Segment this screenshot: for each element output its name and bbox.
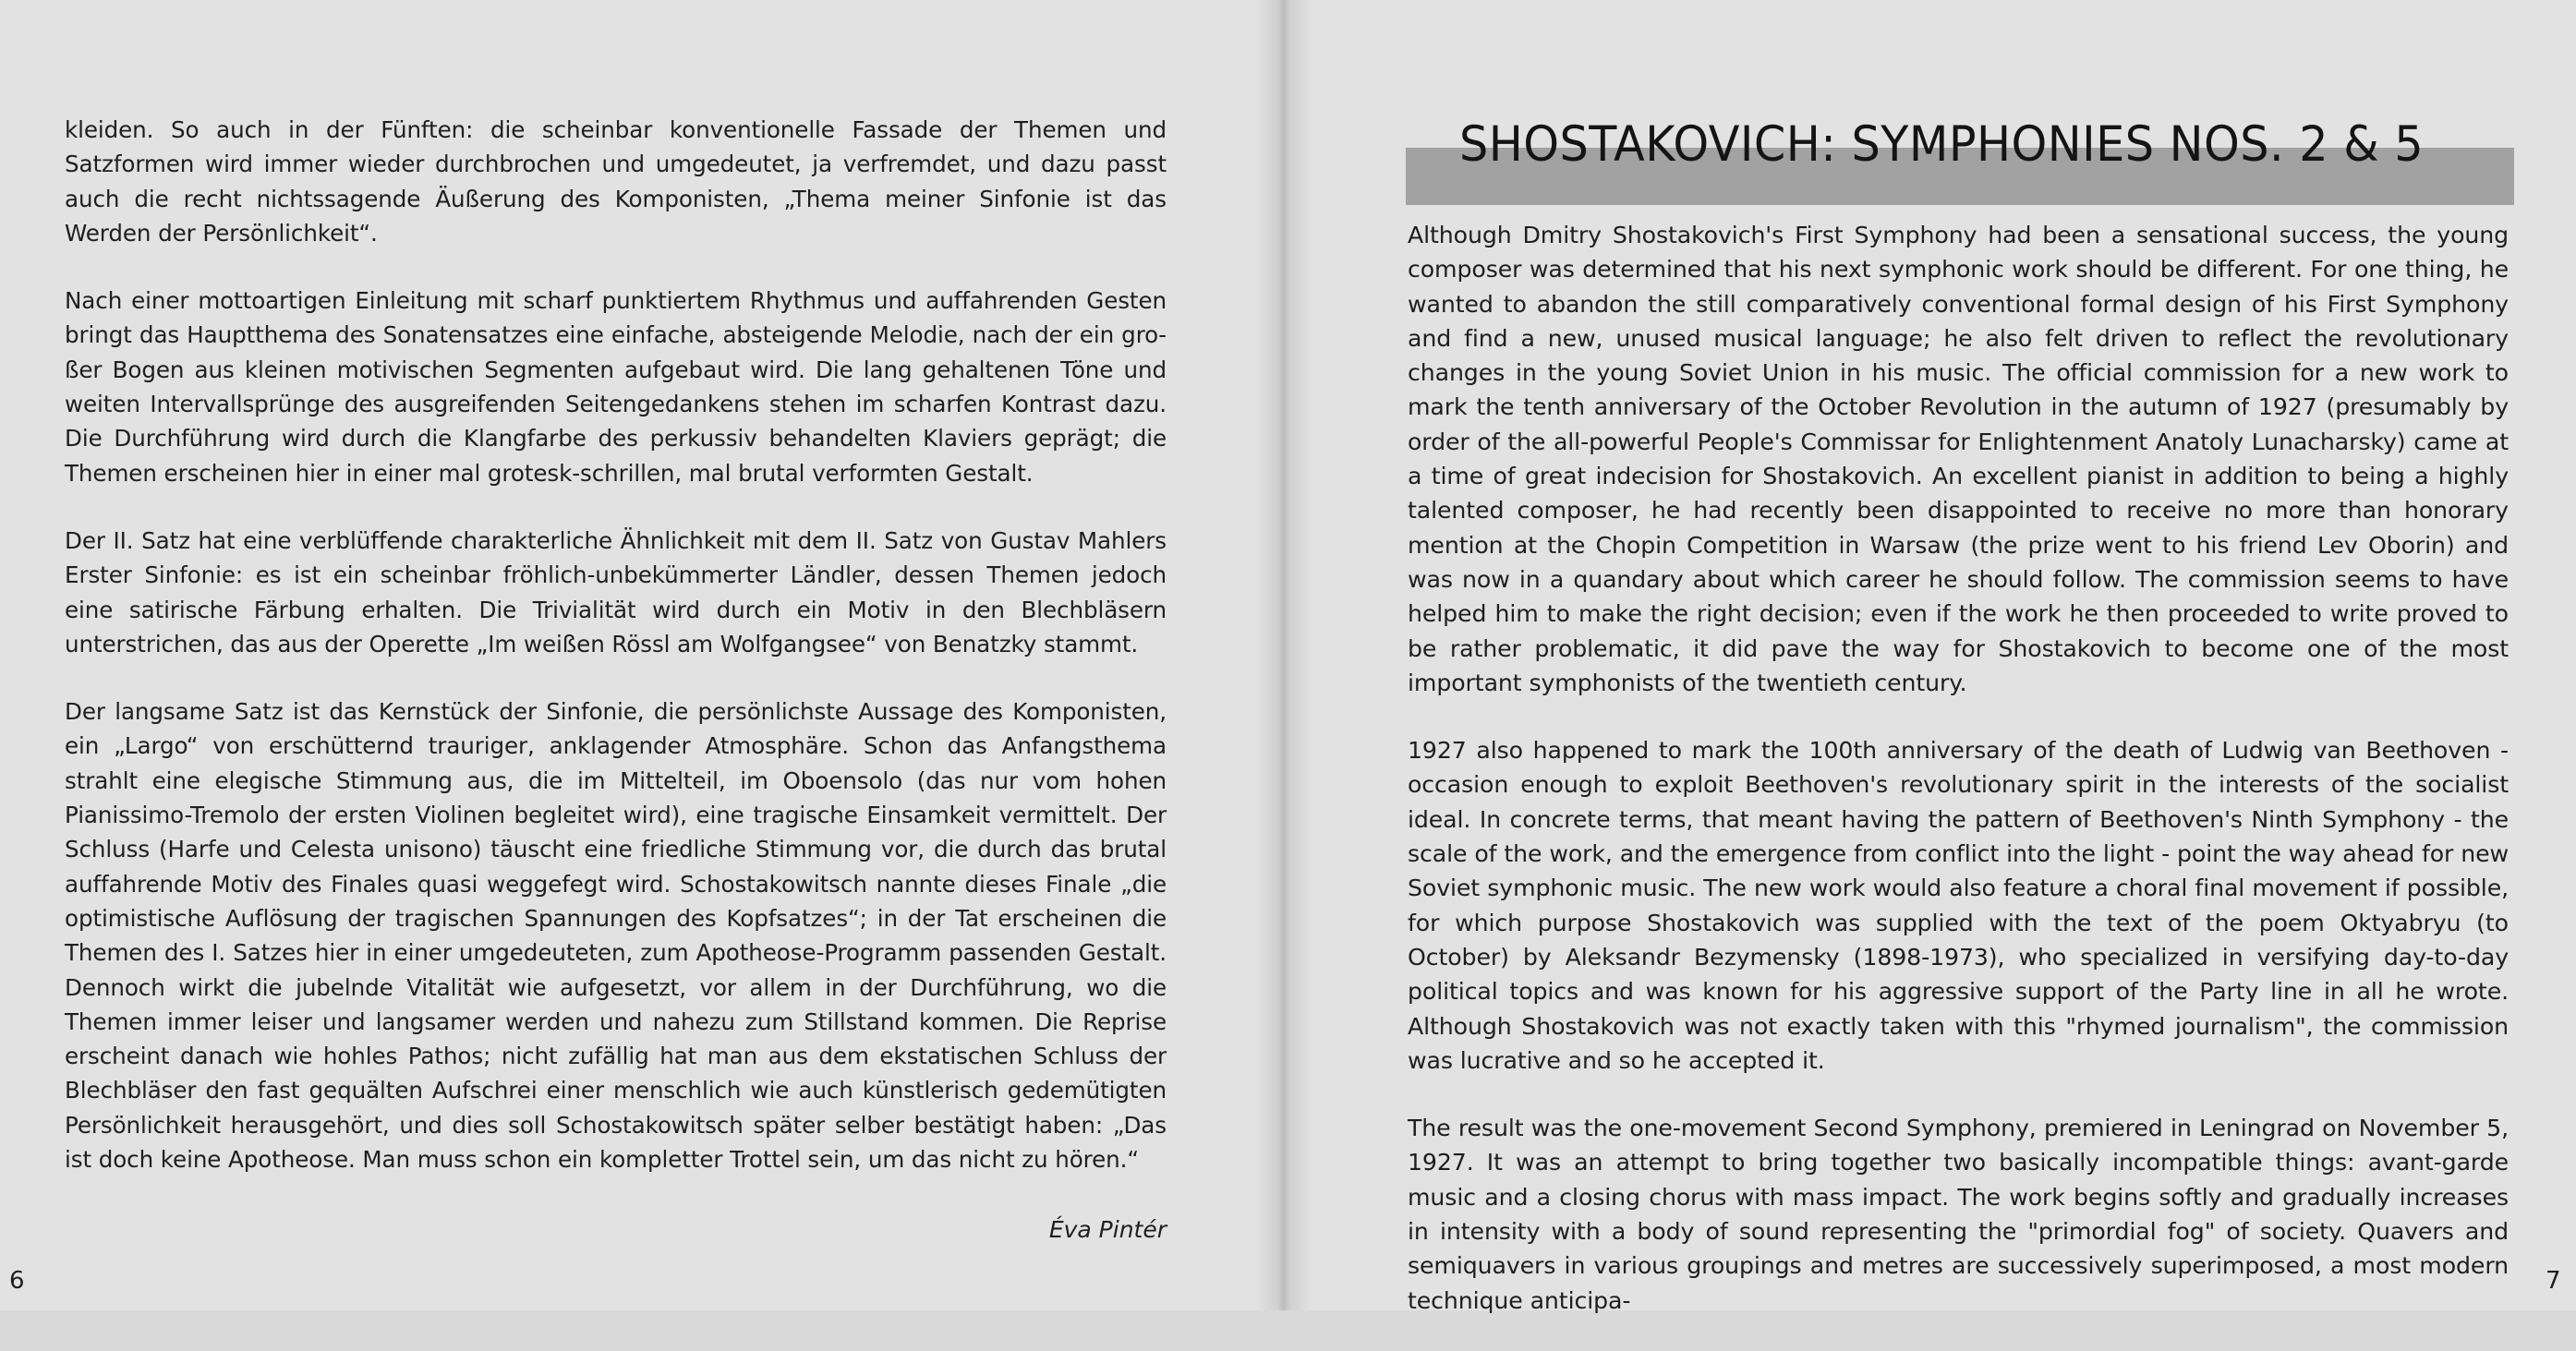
page-title: SHOSTAKOVICH: SYMPHONIES NOS. 2 & 5 — [1459, 116, 2425, 173]
paragraph: Nach einer mottoartigen Einleitung mit scharf punktiertem Rhythmus und auffahrenden Gesten bringt das Hauptthema des Sonatensatzes eine einfache, absteigende Melodie, nach der ein großer Bogen aus kleinen motivischen Segmenten aufgebaut wird. Die lang gehaltenen Töne und weiten Intervallsprünge des ausgreifenden Seitengedankens stehen im scharfen Kontrast dazu. Die Durchführung wird durch die Klangfarbe des perkussiv behandelten Klaviers geprägt; die Themen erscheinen hier in einer mal grotesk-schrillen, mal brutal verformten Gestalt. — [65, 287, 1167, 487]
page-number: 7 — [2546, 1267, 2561, 1295]
author-signature: Éva Pintér — [1048, 1216, 1167, 1243]
paragraph: Although Dmitry Shostakovich's First Symphony had been a sensational success, the young composer was determined that his next symphonic work should be different. For one thing, he wanted to abandon the still comparatively conventional formal design of his First Symphony and find a new, unused musical language; he also felt driven to reflect the revolutionary changes in the young Soviet Union in his music. The official commission for a new work to mark the tenth anniversary of the October Revolution in the autumn of 1927 (presumably by order of the all-powerful People's Commissar for Enlightenment Anatoly Lunacharsky) came at a time of great indecision for Shostakovich. An excellent pianist in addition to being a highly talented composer, he had recently been disappointed to receive no more than honorary mention at the Chopin Competition in Warsaw (the prize went to his friend Lev Oborin) and was now in a quandary about which career he should follow. The commission seems to have helped him to make the right decision; even if the work he then proceeded to write proved to be rather problematic, it did pave the way for Shostakovich to become one of the most important symphonists of the twentieth century. — [1408, 222, 2509, 696]
paragraph: 1927 also happened to mark the 100th anniversary of the death of Ludwig van Beethoven - occasion enough to exploit Beethoven's revolutionary spirit in the interests of the socialist ideal. In concrete terms, that meant having the pattern of Beethoven's Ninth Symphony - the scale of the work, and the emergence from conflict into the light - point the way ahead for new Soviet symphonic music. The new work would also feature a choral final movement if possible, for which purpose Shostakovich was supplied with the text of the poem Oktyabryu (to October) by Aleksandr Bezymensky (1898-1973), who specialized in versifying day-to-day political topics and was known for his aggressive support of the Party line in all he wrote. Although Shostakovich was not exactly taken with this "rhymed journalism", the commission was lucrative and so he accepted it. — [1408, 737, 2509, 1074]
right-page — [1284, 0, 2576, 1314]
paragraph: The result was the one-movement Second Symphony, premiered in Leningrad on November 5, 1927. It was an attempt to bring together two basically incompatible things: avant-garde music and a closing chorus with mass impact. The work begins softly and gradually increases in intensity with a body of sound representing the "primordial fog" of society. Quavers and semiquavers in various groupings and metres are successively superimposed, a most modern technique anticipa- — [1408, 1115, 2509, 1314]
right-text-column — [1408, 218, 2509, 1351]
left-text-column — [65, 113, 1167, 1210]
page-number: 6 — [9, 1267, 25, 1295]
binding-gutter — [1256, 0, 1312, 1310]
paragraph: Der II. Satz hat eine verblüffende charakterliche Ähnlichkeit mit dem II. Satz von Gustav Mahlers Erster Sinfonie: es ist ein scheinbar fröhlich-unbekümmerter Ländler, dessen Themen jedoch eine satirische Färbung erhalten. Die Trivialität wird durch ein Motiv in den Blechbläsern unterstrichen, das aus der Operette „Im weißen Rössl am Wolfgangsee“ von Benatzky stammt. — [65, 526, 1167, 657]
left-page — [0, 0, 1278, 1310]
paragraph: kleiden. So auch in der Fünften: die scheinbar konventionelle Fassade der Themen und Satzformen wird immer wieder durchbrochen und umgedeutet, ja verfremdet, und dazu passt auch die recht nichtssagende Äußerung des Komponisten, „Thema meiner Sinfonie ist das Werden der Persönlichkeit“. — [65, 116, 1167, 247]
paragraph: Der langsame Satz ist das Kernstück der Sinfonie, die persönlichste Aussage des Komponisten, ein „Largo“ von erschütternd trauriger, anklagender Atmosphäre. Schon das Anfangsthema strahlt eine elegische Stimmung aus, die im Mittelteil, im Oboensolo (das nur vom hohen Pianissimo-Tremolo der ersten Violinen begleitet wird), eine tragische Einsamkeit vermittelt. Der Schluss (Harfe und Celesta unisono) täuscht eine friedliche Stimmung vor, die durch das brutal auffahrende Motiv des Finales quasi weggefegt wird. Schostakowitsch nannte dieses Finale „die optimistische Auflösung der tragischen Spannungen des Kopfsatzes“; in der Tat erscheinen die Themen des I. Satzes hier in einer umgedeuteten, zum Apotheose-Programm passenden Gestalt. Dennoch wirkt die jubelnde Vitalität wie aufgesetzt, vor allem in der Durchführung, wo die Themen immer leiser und langsamer werden und nahezu zum Stillstand kommen. Die Reprise erscheint danach wie hohles Pathos; nicht zufällig hat man aus dem ekstatischen Schluss der Blechbläser den fast gequälten Aufschrei einer menschlich wie auch künstlerisch gedemütigten Persönlichkeit herausgehört, und dies soll Schostakowitsch später selber bestätigt haben: „Das ist doch keine Apotheose. Man muss schon ein kompletter Trottel sein, um das nicht zu hören.“ — [65, 698, 1167, 1174]
